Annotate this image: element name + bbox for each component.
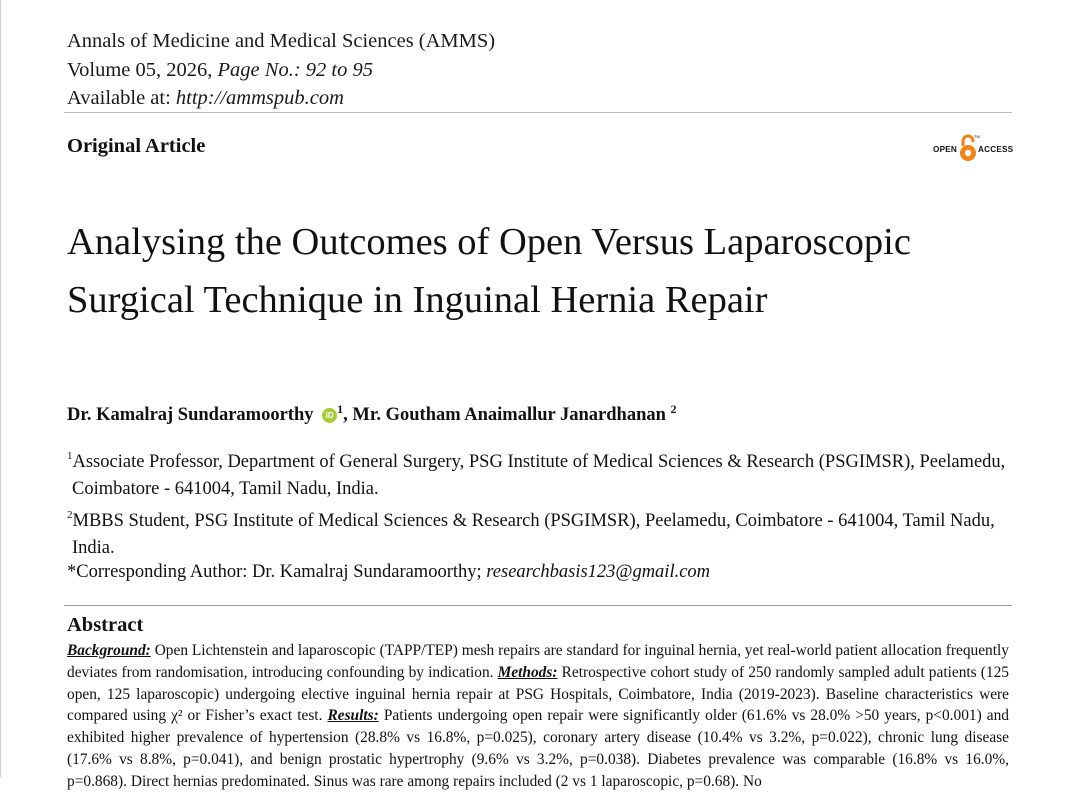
journal-name: Annals of Medicine and Medical Sciences (AMMS): [67, 30, 496, 52]
affiliation-1-num: 1: [67, 450, 73, 462]
corresponding-author-label: *Corresponding Author: Dr. Kamalraj Sundaramoorthy;: [67, 562, 482, 582]
journal-url-link[interactable]: http://ammspub.com: [175, 87, 344, 109]
article-type: Original Article: [67, 135, 206, 157]
methods-text: Retrospective cohort study of 250 randomly sampled adult patients (125 open, 125 laparoscopic) undergoing elective inguinal hernia repair at PSG Hospitals, Coimbatore, India (2019-2023). Baseline characteristics were compared using χ² or Fisher’s exact test.: [67, 663, 1009, 725]
author-1[interactable]: Dr. Kamalraj Sundaramoorthy: [67, 405, 314, 425]
abstract-body: [67, 640, 1009, 793]
corresponding-email-link[interactable]: researchbasis123@gmail.com: [486, 562, 711, 582]
affiliation-2-text: MBBS Student, PSG Institute of Medical Sciences & Research (PSGIMSR), Peelamedu, Coimbatore - 641004, Tamil Nadu, India.: [72, 511, 995, 558]
author-2[interactable]: Mr. Goutham Anaimallur Janardhanan: [352, 405, 666, 425]
affiliation-1: [67, 443, 1007, 502]
abstract-divider: [64, 605, 1012, 606]
open-access-logo: [933, 133, 1014, 163]
open-access-lock-icon: [957, 133, 979, 163]
background-text: Open Lichtenstein and laparoscopic (TAPP/TEP) mesh repairs are standard for inguinal hernia, yet real-world patient allocation frequently deviates from randomisation, introducing confounding by indication.: [67, 642, 1009, 681]
author-line: [67, 402, 677, 426]
results-label: Results:: [327, 707, 379, 725]
affiliation-2: [67, 502, 1007, 561]
page-left-edge: [0, 0, 1, 777]
results-text: Patients undergoing open repair were significantly older (61.6% vs 28.0% >50 years, p<0.001) and exhibited higher prevalence of hypertension (28.8% vs 16.8%, p=0.025), coronary artery disease (10.4% vs 3.2%, p=0.022), chronic lung disease (17.6% vs 8.8%, p=0.041), and benign prostatic hypertrophy (9.6% vs 3.2%, p=0.038). Diabetes prevalence was comparable (16.8% vs 16.0%, p=0.868). Direct hernias predominated. Sinus was rare among repairs included (2 vs 1 laparoscopic, p=0.68). No: [67, 707, 1009, 790]
affiliation-2-num: 2: [67, 509, 73, 521]
open-access-open-text: OPEN: [933, 145, 958, 154]
methods-label: Methods:: [497, 663, 558, 681]
journal-header: [67, 27, 495, 113]
abstract-heading: Abstract: [67, 614, 144, 636]
header-divider: [64, 112, 1012, 113]
page-numbers: Page No.: 92 to 95: [217, 58, 373, 81]
background-label: Background:: [67, 642, 151, 659]
author-1-affil-num: 1: [337, 402, 344, 416]
open-access-access-text: ACCESS: [978, 145, 1014, 154]
volume-text: Volume 05, 2026,: [67, 58, 213, 81]
orcid-icon[interactable]: iD: [322, 408, 337, 423]
open-access-tm: TM: [974, 134, 980, 139]
corresponding-author: [67, 562, 710, 583]
affiliations: [67, 443, 1007, 561]
volume-line: [67, 56, 495, 85]
article-title: Analysing the Outcomes of Open Versus Laparoscopic Surgical Technique in Inguinal Hernia Repair: [67, 221, 911, 321]
affiliation-1-text: Associate Professor, Department of General Surgery, PSG Institute of Medical Sciences & Research (PSGIMSR), Peelamedu, Coimbatore - 641004, Tamil Nadu, India.: [72, 452, 1006, 499]
author-2-affil-num: 2: [670, 402, 677, 416]
availability-line: [67, 84, 495, 113]
available-label: Available at:: [67, 87, 171, 109]
author-separator: ,: [343, 405, 348, 425]
